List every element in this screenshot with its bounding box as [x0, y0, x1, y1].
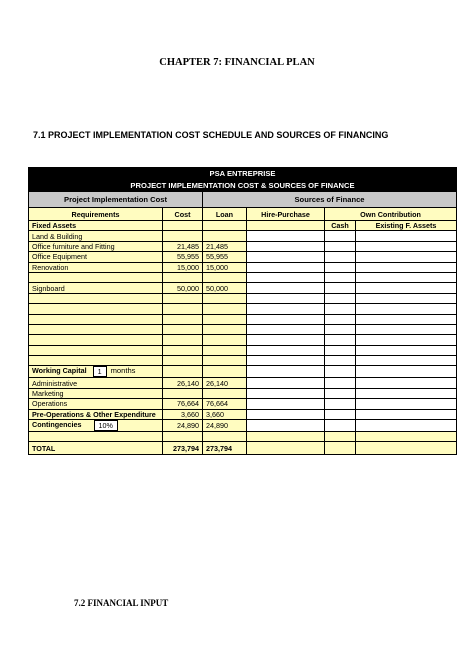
table-row: [29, 252, 457, 262]
row-label-land-building: Land & Building: [29, 231, 163, 241]
chapter-title: CHAPTER 7: FINANCIAL PLAN: [159, 57, 315, 68]
loan-pre-operations: 3,660: [203, 409, 247, 419]
cost-pre-operations: 3,660: [163, 409, 203, 419]
table-banner-company: PSA ENTREPRISE: [29, 168, 457, 180]
row-label-marketing: Marketing: [29, 388, 163, 398]
row-label-operations: Operations: [29, 399, 163, 409]
cost-office-furniture: 21,485: [163, 241, 203, 251]
table-row: [29, 335, 457, 345]
loan-total: 273,794: [203, 442, 247, 455]
table-row: [29, 366, 457, 378]
table-row: [29, 314, 457, 324]
working-capital-months-input[interactable]: 1: [93, 366, 107, 377]
loan-administrative: 26,140: [203, 378, 247, 388]
row-label-fixed-assets: Fixed Assets: [29, 221, 163, 231]
table-row: [29, 221, 457, 231]
section-heading-7-2: 7.2 FINANCIAL INPUT: [74, 598, 169, 608]
table-row: [29, 432, 457, 442]
cost-signboard: 50,000: [163, 283, 203, 293]
table-row: [29, 262, 457, 272]
row-label-working-capital: Working Capital 1 months: [29, 366, 163, 378]
cost-renovation: 15,000: [163, 262, 203, 272]
row-label-renovation: Renovation: [29, 262, 163, 272]
loan-office-equipment: 55,955: [203, 252, 247, 262]
cost-finance-table: [28, 167, 457, 455]
table-row: [29, 324, 457, 334]
table-row: [29, 399, 457, 409]
table-row: [29, 283, 457, 293]
contingencies-rate-input[interactable]: 10%: [94, 420, 118, 431]
col-header-existing-assets: Existing F. Assets: [356, 221, 457, 231]
row-label-signboard: Signboard: [29, 283, 163, 293]
table-row: [29, 388, 457, 398]
table-row: [29, 409, 457, 419]
table-row: [29, 356, 457, 366]
loan-signboard: 50,000: [203, 283, 247, 293]
row-label-contingencies: Contingencies 10%: [29, 420, 163, 432]
row-label-total: TOTAL: [29, 442, 163, 455]
loan-office-furniture: 21,485: [203, 241, 247, 251]
group-header-cost: Project Implementation Cost: [29, 192, 203, 208]
table-banner-title: PROJECT IMPLEMENTATION COST & SOURCES OF FINANCE: [29, 180, 457, 192]
group-header-finance: Sources of Finance: [203, 192, 457, 208]
cost-contingencies: 24,890: [163, 420, 203, 432]
col-header-requirements: Requirements: [29, 208, 163, 221]
loan-renovation: 15,000: [203, 262, 247, 272]
cost-administrative: 26,140: [163, 378, 203, 388]
cost-total: 273,794: [163, 442, 203, 455]
row-label-office-equipment: Office Equipment: [29, 252, 163, 262]
table-row: [29, 231, 457, 241]
col-header-cost: Cost: [163, 208, 203, 221]
table-row: [29, 304, 457, 314]
table-row: [29, 420, 457, 432]
row-label-administrative: Administrative: [29, 378, 163, 388]
row-label-office-furniture: Office furniture and Fitting: [29, 241, 163, 251]
table-row: [29, 293, 457, 303]
section-heading-7-1: 7.1 PROJECT IMPLEMENTATION COST SCHEDULE AND SOURCES OF FINANCING: [33, 130, 389, 140]
row-label-pre-operations: Pre-Operations & Other Expenditure: [29, 409, 163, 419]
col-header-hire-purchase: Hire-Purchase: [247, 208, 325, 221]
cost-operations: 76,664: [163, 399, 203, 409]
months-label: months: [110, 366, 136, 376]
table-row: [29, 345, 457, 355]
table-row-total: [29, 442, 457, 455]
loan-operations: 76,664: [203, 399, 247, 409]
cost-office-equipment: 55,955: [163, 252, 203, 262]
col-header-own-contribution: Own Contribution: [325, 208, 457, 221]
table-row: [29, 272, 457, 282]
col-header-loan: Loan: [203, 208, 247, 221]
loan-contingencies: 24,890: [203, 420, 247, 432]
col-header-cash: Cash: [325, 221, 356, 231]
table-row: [29, 378, 457, 388]
table-row: [29, 241, 457, 251]
